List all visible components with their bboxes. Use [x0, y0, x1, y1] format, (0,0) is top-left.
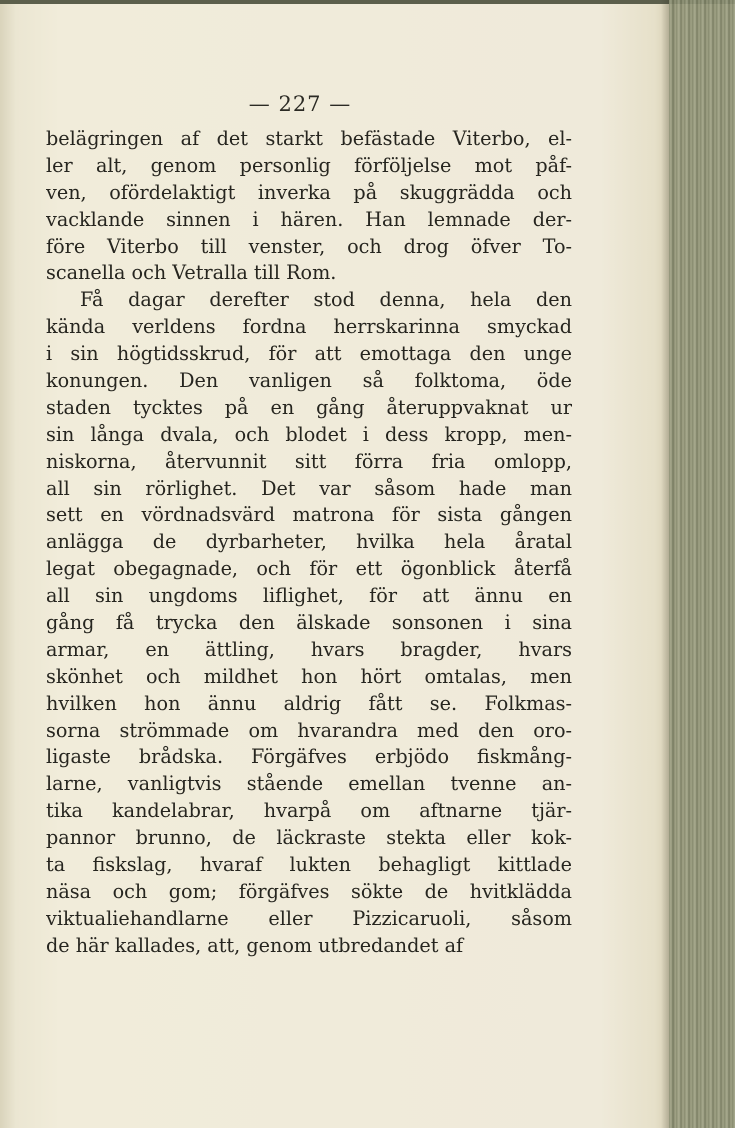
text-line: legat obegagnade, och för ett ögonblick återfå	[46, 557, 572, 581]
text-line: kända verldens fordna herrskarinna smyckad	[46, 315, 572, 339]
text-line: staden tycktes på en gång återuppvaknat ur	[46, 395, 572, 419]
text-line: ta fiskslag, hvaraf lukten behagligt kittlade	[46, 853, 572, 877]
text-line: ligaste brådska. Förgäfves erbjödo fiskmång-	[46, 745, 572, 769]
text-line: ler alt, genom personlig förföljelse mot påf-	[46, 153, 572, 177]
text-line: Få dagar derefter stod denna, hela den	[80, 288, 572, 312]
text-line: viktualiehandlarne eller Pizzicaruoli, såsom	[46, 906, 572, 930]
text-line: pannor brunno, de läckraste stekta eller kok-	[46, 826, 572, 850]
text-line: anlägga de dyrbarheter, hvilka hela åratal	[46, 530, 572, 554]
text-line: sin långa dvala, och blodet i dess kropp, men-	[46, 422, 572, 446]
text-line: scanella och Vetralla till Rom.	[46, 261, 337, 285]
text-line: niskorna, återvunnit sitt förra fria omlopp,	[46, 449, 572, 473]
text-line: gång få trycka den älskade sonsonen i sina	[46, 611, 572, 635]
page-number-header: — 227 —	[248, 92, 352, 116]
book-spine	[669, 0, 735, 1128]
text-line: konungen. Den vanligen så folktoma, öde	[46, 369, 572, 393]
text-line: de här kallades, att, genom utbredandet af	[46, 933, 464, 957]
text-line: hvilken hon ännu aldrig fått se. Folkmas-	[46, 691, 572, 715]
text-line: ven, ofördelaktigt inverka på skuggrädda och	[46, 180, 572, 204]
text-line: före Viterbo till venster, och drog öfver To-	[46, 234, 572, 258]
text-line: all sin ungdoms liflighet, för att ännu en	[46, 584, 572, 608]
text-line: näsa och gom; förgäfves sökte de hvitklädda	[46, 879, 572, 903]
text-line: all sin rörlighet. Det var såsom hade man	[46, 476, 572, 500]
text-line: sett en vördnadsvärd matrona för sista gången	[46, 503, 572, 527]
page-top-edge	[0, 0, 735, 4]
text-line: vacklande sinnen i hären. Han lemnade der-	[46, 207, 572, 231]
text-line: larne, vanligtvis stående emellan tvenne an-	[46, 772, 572, 796]
text-line: i sin högtidsskrud, för att emottaga den unge	[46, 342, 572, 366]
text-line: skönhet och mildhet hon hört omtalas, men	[46, 664, 572, 688]
text-line: tika kandelabrar, hvarpå om aftnarne tjär-	[46, 799, 572, 823]
text-line: armar, en ättling, hvars bragder, hvars	[46, 637, 572, 661]
body-text	[46, 126, 572, 960]
text-line: sorna strömmade om hvarandra med den oro-	[46, 718, 572, 742]
text-line: belägringen af det starkt befästade Viterbo, el-	[46, 127, 572, 150]
